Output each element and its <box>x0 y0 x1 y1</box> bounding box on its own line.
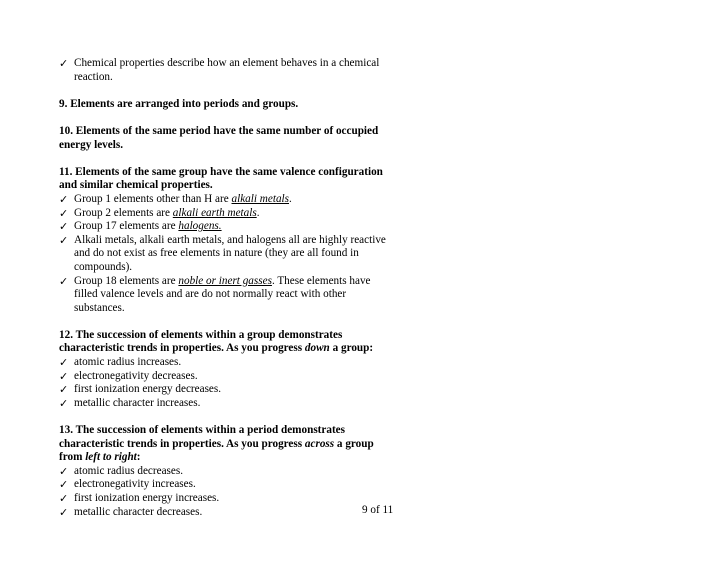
list-item <box>59 492 389 506</box>
bullet-text: Alkali metals, alkali earth metals, and halogens all are highly reactive <box>74 233 386 246</box>
statement-text: characteristic trends in properties. As you progress <box>59 342 305 355</box>
list-item <box>59 356 389 370</box>
bullet-text: metallic character increases. <box>74 396 201 409</box>
list-item <box>59 370 389 384</box>
checkmark-icon: ✓ <box>59 274 69 288</box>
statement-text: from <box>59 451 86 464</box>
checkmark-icon: ✓ <box>59 233 69 247</box>
term-alkali-earth-metals: alkali earth metals <box>172 206 257 219</box>
checkmark-icon: ✓ <box>59 478 69 492</box>
statement-13-line: 13. The succession of elements within a period demonstrates <box>59 424 345 437</box>
checkmark-icon: ✓ <box>59 356 69 370</box>
list-item <box>59 397 389 411</box>
statement-12-line: 12. The succession of elements within a group demonstrates <box>59 328 343 341</box>
statement-13-line <box>59 451 389 465</box>
checkmark-icon: ✓ <box>59 383 69 397</box>
statement-text: a group: <box>329 342 374 355</box>
checkmark-icon: ✓ <box>59 220 69 234</box>
bullet-text: and do not exist as free elements in nature (they are all found in <box>74 247 359 260</box>
list-item <box>59 478 389 492</box>
bullet-chemical-properties <box>59 57 389 84</box>
bullet-text: Group 2 elements are <box>74 206 173 219</box>
statement-10-line: 10. Elements of the same period have the same number of occupied <box>59 124 379 137</box>
bullet-text: Chemical properties describe how an element behaves in a chemical <box>74 57 380 69</box>
emphasis-across: across <box>304 437 335 450</box>
bullet-text: . These elements have <box>271 274 371 287</box>
bullet-text: metallic character decreases. <box>74 505 203 518</box>
bullet-text: Group 18 elements are <box>74 274 179 287</box>
statement-13-line <box>59 438 389 452</box>
statement-12-line <box>59 342 389 356</box>
list-item <box>59 465 389 479</box>
statement-11-line: 11. Elements of the same group have the same valence configuration <box>59 165 383 178</box>
bullet-text: atomic radius decreases. <box>74 464 184 477</box>
bullet-text: substances. <box>74 301 125 314</box>
bullet-group-1 <box>59 193 389 207</box>
statement-10-line: energy levels. <box>59 138 123 151</box>
bullet-text: electronegativity decreases. <box>74 369 198 382</box>
bullet-text: reaction. <box>74 70 113 83</box>
bullet-text: . <box>256 206 260 219</box>
checkmark-icon: ✓ <box>59 464 69 478</box>
term-halogens: halogens. <box>178 220 222 233</box>
checkmark-icon: ✓ <box>59 192 69 206</box>
bullet-group-17 <box>59 220 389 234</box>
bullet-group-18 <box>59 275 389 316</box>
emphasis-down: down <box>304 342 330 355</box>
bullet-text: first ionization energy increases. <box>74 492 220 504</box>
checkmark-icon: ✓ <box>59 206 69 220</box>
bullet-text: Group 1 elements other than H are <box>74 192 232 205</box>
page-content <box>59 57 389 519</box>
bullet-text: atomic radius increases. <box>74 356 182 369</box>
checkmark-icon: ✓ <box>59 369 69 383</box>
emphasis-left-to-right: left to right <box>85 451 137 464</box>
bullet-reactivity <box>59 234 389 275</box>
list-item <box>59 506 389 520</box>
statement-text: : <box>136 451 141 464</box>
bullet-text: electronegativity increases. <box>74 478 196 491</box>
term-alkali-metals: alkali metals <box>231 192 289 205</box>
checkmark-icon: ✓ <box>59 57 69 70</box>
bullet-text: Group 17 elements are <box>74 220 179 233</box>
statement-text: characteristic trends in properties. As you progress <box>59 437 305 450</box>
checkmark-icon: ✓ <box>59 492 69 505</box>
statement-text: a group <box>334 437 374 450</box>
bullet-text: filled valence levels and are do not normally react with other <box>74 288 347 301</box>
statement-11-line: and similar chemical properties. <box>59 179 213 192</box>
statement-9: 9. Elements are arranged into periods and groups. <box>59 97 299 110</box>
checkmark-icon: ✓ <box>59 396 69 410</box>
term-noble-gasses: noble or inert gasses <box>178 274 272 287</box>
bullet-text: first ionization energy decreases. <box>74 383 222 396</box>
page-number: 9 of 11 <box>362 504 394 516</box>
bullet-group-2 <box>59 207 389 221</box>
bullet-text: . <box>289 192 292 205</box>
bullet-text: compounds). <box>74 260 133 273</box>
checkmark-icon: ✓ <box>59 505 69 519</box>
list-item <box>59 383 389 397</box>
